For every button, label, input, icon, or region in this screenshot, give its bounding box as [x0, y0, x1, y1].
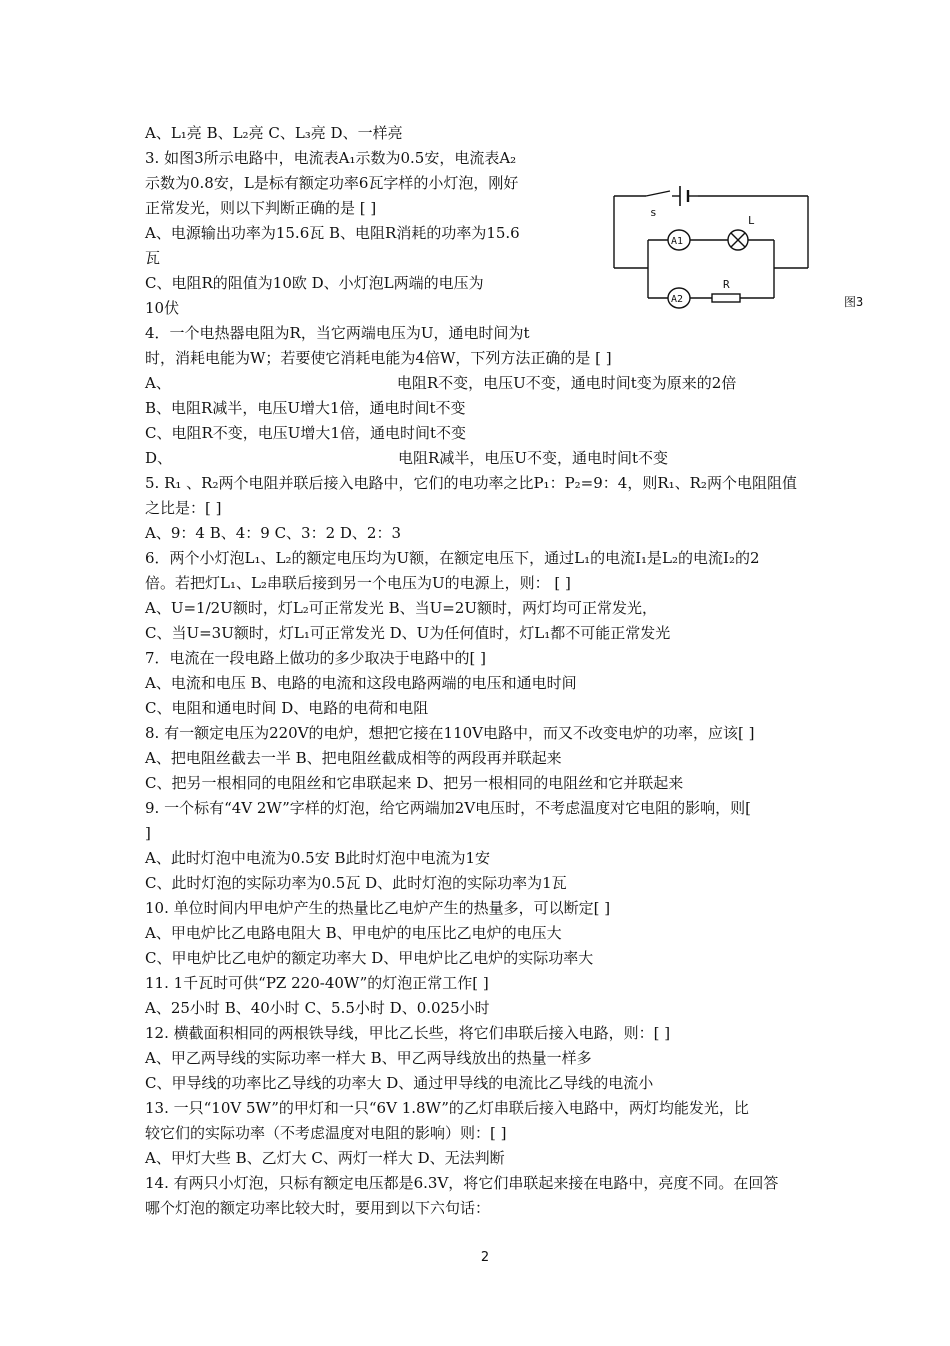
- q10-stem: 10. 单位时间内甲电炉产生的热量比乙电炉产生的热量多，可以断定[ ]: [145, 899, 611, 917]
- q13-options: A、甲灯大些 B、乙灯大 C、两灯一样大 D、无法判断: [145, 1149, 505, 1167]
- lamp-label: L: [748, 214, 755, 227]
- q8-option-ab: A、把电阻丝截去一半 B、把电阻丝截成相等的两段再并联起来: [145, 749, 562, 767]
- q9-option-cd: C、此时灯泡的实际功率为0.5瓦 D、此时灯泡的实际功率为1瓦: [145, 874, 567, 892]
- q9-stem-line1: 9. 一个标有“4V 2W”字样的灯泡，给它两端加2V电压时，不考虑温度对它电阻的影响，则[: [145, 799, 752, 817]
- q7-option-ab: A、电流和电压 B、电路的电流和这段电路两端的电压和通电时间: [145, 674, 577, 692]
- q12-option-ab: A、甲乙两导线的实际功率一样大 B、甲乙两导线放出的热量一样多: [145, 1049, 592, 1067]
- ammeter-a1-label: A1: [671, 236, 684, 247]
- circuit-figure-3: [608, 180, 878, 315]
- q4-option-d-label: D、: [145, 449, 173, 467]
- q9-stem-line2: ]: [145, 824, 151, 842]
- q3-option-cd-wrap: 10伏: [145, 299, 180, 317]
- q7-stem: 7．电流在一段电路上做功的多少取决于电路中的[ ]: [145, 649, 487, 667]
- q3-option-ab: A、电源输出功率为15.6瓦 B、电阻R消耗的功率为15.6: [145, 224, 520, 242]
- q4-option-d-text: 电阻R减半，电压U不变，通电时间t不变: [398, 449, 668, 467]
- q14-stem-line2: 哪个灯泡的额定功率比较大时，要用到以下六句话：: [145, 1199, 491, 1217]
- q5-stem-line2: 之比是：[ ]: [145, 499, 222, 517]
- q4-option-a-text: 电阻R不变，电压U不变，通电时间t变为原来的2倍: [396, 374, 737, 392]
- resistor-icon: [712, 294, 740, 302]
- q6-stem-line2: 倍。若把灯L₁、L₂串联后接到另一个电压为U的电源上，则： [ ]: [145, 574, 571, 592]
- q3-stem-line3: 正常发光，则以下判断正确的是 [ ]: [145, 199, 377, 217]
- q10-option-ab: A、甲电炉比乙电路电阻大 B、甲电炉的电压比乙电炉的电压大: [145, 924, 562, 942]
- q9-option-ab: A、此时灯泡中电流为0.5安 B此时灯泡中电流为1安: [145, 849, 491, 867]
- q7-option-cd: C、电阻和通电时间 D、电路的电荷和电阻: [145, 699, 429, 717]
- q12-stem: 12. 横截面积相同的两根铁导线，甲比乙长些，将它们串联后接入电路，则：[ ]: [145, 1024, 671, 1042]
- q4-option-d: [145, 448, 668, 468]
- figure-caption: 图3: [844, 295, 864, 309]
- q3-option-ab-wrap: 瓦: [145, 249, 161, 267]
- q4-option-a: [145, 373, 736, 393]
- ammeter-a2-label: A2: [671, 294, 684, 305]
- q11-options: A、25小时 B、40小时 C、5.5小时 D、0.025小时: [145, 999, 490, 1017]
- q4-option-c: C、电阻R不变，电压U增大1倍，通电时间t不变: [145, 424, 466, 442]
- q3-option-cd: C、电阻R的阻值为10欧 D、小灯泡L两端的电压为: [145, 274, 484, 292]
- q6-stem-line1: 6．两个小灯泡L₁、L₂的额定电压均为U额，在额定电压下，通过L₁的电流I₁是L₂的电流I₂的2: [145, 549, 760, 567]
- q8-stem: 8. 有一额定电压为220V的电炉，想把它接在110V电路中，而又不改变电炉的功率，应该[ ]: [145, 724, 755, 742]
- q4-stem-line2: 时，消耗电能为W；若要使它消耗电能为4倍W，下列方法正确的是 [ ]: [145, 349, 612, 367]
- q6-option-ab: A、U=1/2U额时，灯L₂可正常发光 B、当U=2U额时，两灯均可正常发光，: [145, 599, 657, 617]
- switch-blade: [646, 191, 670, 196]
- q5-stem-line1: 5. R₁ 、R₂两个电阻并联后接入电路中，它们的电功率之比P₁：P₂=9：4，则R₁、R₂两个电阻阻值: [145, 474, 797, 492]
- page-number: 2: [480, 1250, 490, 1265]
- q14-stem-line1: 14. 有两只小灯泡，只标有额定电压都是6.3V，将它们串联起来接在电路中，亮度不同。在回答: [145, 1174, 779, 1192]
- q5-options: A、9：4 B、4：9 C、3：2 D、2：3: [145, 524, 402, 542]
- q12-option-cd: C、甲导线的功率比乙导线的功率大 D、通过甲导线的电流比乙导线的电流小: [145, 1074, 654, 1092]
- q13-stem-line2: 较它们的实际功率（不考虑温度对电阻的影响）则：[ ]: [145, 1124, 507, 1142]
- q8-option-cd: C、把另一根相同的电阻丝和它串联起来 D、把另一根相同的电阻丝和它并联起来: [145, 774, 684, 792]
- q13-stem-line1: 13. 一只“10V 5W”的甲灯和一只“6V 1.8W”的乙灯串联后接入电路中，两灯均能发光，比: [145, 1099, 749, 1117]
- q6-option-cd: C、当U=3U额时，灯L₁可正常发光 D、U为任何值时，灯L₁都不可能正常发光: [145, 624, 671, 642]
- q3-stem-line2: 示数为0.8安，L是标有额定功率6瓦字样的小灯泡，刚好: [145, 174, 519, 192]
- q11-stem: 11. 1千瓦时可供“PZ 220-40W”的灯泡正常工作[ ]: [145, 974, 489, 992]
- q4-option-a-label: A、: [145, 374, 171, 392]
- q4-stem-line1: 4．一个电热器电阻为R，当它两端电压为U，通电时间为t: [145, 324, 530, 342]
- q4-option-b: B、电阻R减半，电压U增大1倍，通电时间t不变: [145, 399, 466, 417]
- q3-stem-line1: 3. 如图3所示电路中，电流表A₁示数为0.5安，电流表A₂: [145, 149, 517, 167]
- q10-option-cd: C、甲电炉比乙电炉的额定功率大 D、甲电炉比乙电炉的实际功率大: [145, 949, 594, 967]
- resistor-label: R: [723, 278, 730, 291]
- switch-label: s: [650, 206, 657, 219]
- q2-options: A、L₁亮 B、L₂亮 C、L₃亮 D、一样亮: [145, 124, 403, 142]
